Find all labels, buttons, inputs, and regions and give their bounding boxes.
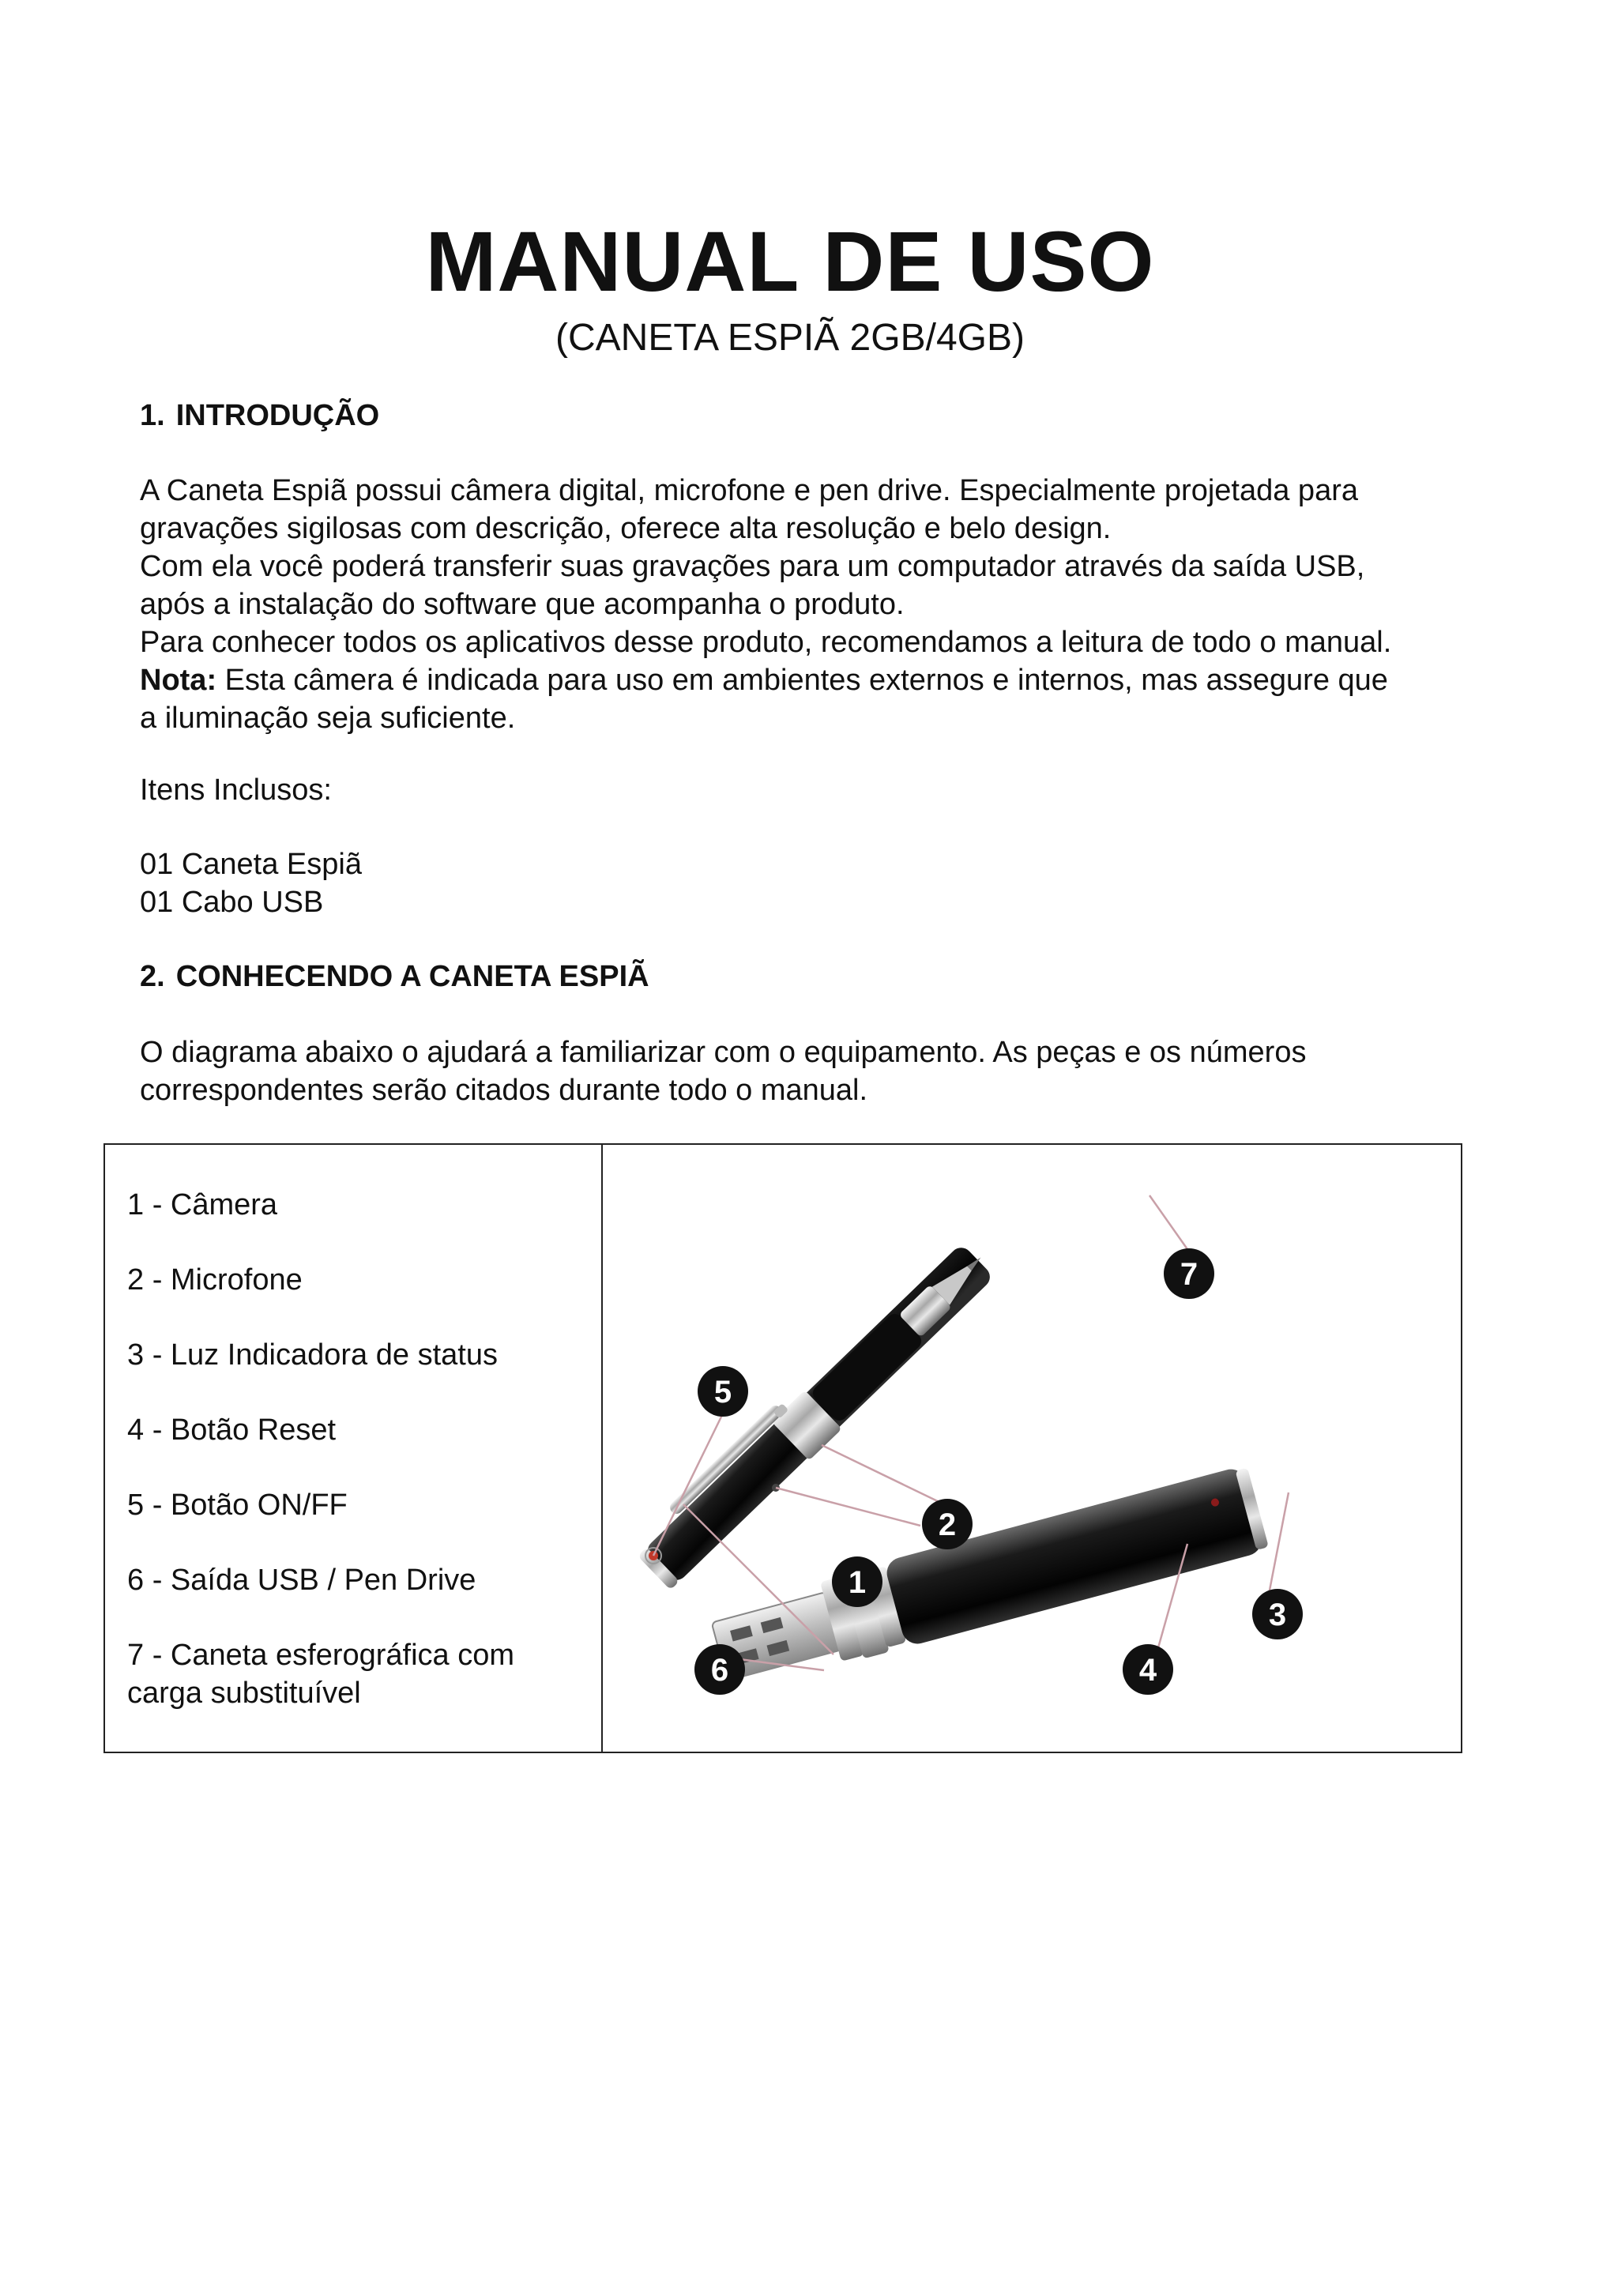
callout-badge-1 [832, 1556, 882, 1607]
part-ballpoint-pen: 7 - Caneta esferográfica com carga substituível [127, 1639, 515, 1710]
items-list [140, 845, 1483, 921]
callout-badge-5 [698, 1366, 748, 1417]
part-status-light: 3 - Luz Indicadora de status [127, 1338, 498, 1372]
section-number: 1. [140, 399, 165, 432]
note-line [140, 661, 1483, 699]
pen-body-assembly [708, 1465, 1270, 1695]
list-item: 01 Caneta Espiã [140, 848, 362, 881]
intro-paragraph [140, 472, 1483, 737]
diagram-intro-line: correspondentes serão citados durante todo o manual. [140, 1074, 868, 1107]
parts-table [103, 1143, 1462, 1753]
section-number: 2. [140, 960, 165, 993]
callout-number: 3 [1268, 1598, 1287, 1632]
callout-number: 6 [710, 1653, 729, 1688]
pen-diagram [604, 1145, 1462, 1752]
callout-number: 1 [848, 1565, 867, 1600]
callout-badge-7 [1164, 1248, 1214, 1299]
callout-badge-4 [1123, 1644, 1173, 1695]
list-item: 01 Cabo USB [140, 886, 324, 919]
items-label: Itens Inclusos: [140, 773, 332, 807]
callout-number: 7 [1180, 1257, 1198, 1292]
section-heading-introducao [140, 399, 379, 433]
note-line: a iluminação seja suficiente. [140, 702, 516, 735]
section-title: CONHECENDO A CANETA ESPIÃ [175, 960, 649, 993]
callout-badge-2 [922, 1499, 973, 1549]
section-title: INTRODUÇÃO [175, 399, 380, 432]
intro-line: A Caneta Espiã possui câmera digital, microfone e pen drive. Especialmente projetada para [140, 474, 1358, 507]
note-text: Esta câmera é indicada para uso em ambientes externos e internos, mas assegure que [216, 664, 1388, 697]
page-subtitle: (CANETA ESPIÃ 2GB/4GB) [555, 317, 1025, 359]
part-usb-output: 6 - Saída USB / Pen Drive [127, 1564, 476, 1597]
diagram-intro-paragraph [140, 1033, 1483, 1109]
intro-line: gravações sigilosas com descrição, oferece alta resolução e belo design. [140, 512, 1112, 545]
section-heading-conhecendo [140, 960, 649, 994]
part-reset-button: 4 - Botão Reset [127, 1413, 337, 1447]
diagram-intro-line: O diagrama abaixo o ajudará a familiarizar com o equipamento. As peças e os números [140, 1036, 1307, 1069]
intro-line: após a instalação do software que acompanha o produto. [140, 588, 905, 621]
note-label: Nota: [140, 664, 217, 697]
intro-line: Para conhecer todos os aplicativos desse produto, recomendamos a leitura de todo o manual. [140, 626, 1392, 659]
callout-badge-3 [1252, 1589, 1303, 1639]
parts-list [105, 1145, 603, 1752]
part-microphone: 2 - Microfone [127, 1263, 303, 1297]
callout-badge-6 [694, 1644, 745, 1695]
part-power-button: 5 - Botão ON/FF [127, 1489, 348, 1522]
callout-number: 5 [713, 1375, 732, 1410]
pen-diagram-svg [604, 1145, 1462, 1752]
intro-line: Com ela você poderá transferir suas gravações para um computador através da saída USB, [140, 550, 1365, 583]
callout-number: 2 [938, 1507, 957, 1542]
page-title: MANUAL DE USO [425, 213, 1155, 309]
callout-number: 4 [1138, 1653, 1157, 1688]
part-camera: 1 - Câmera [127, 1188, 278, 1221]
